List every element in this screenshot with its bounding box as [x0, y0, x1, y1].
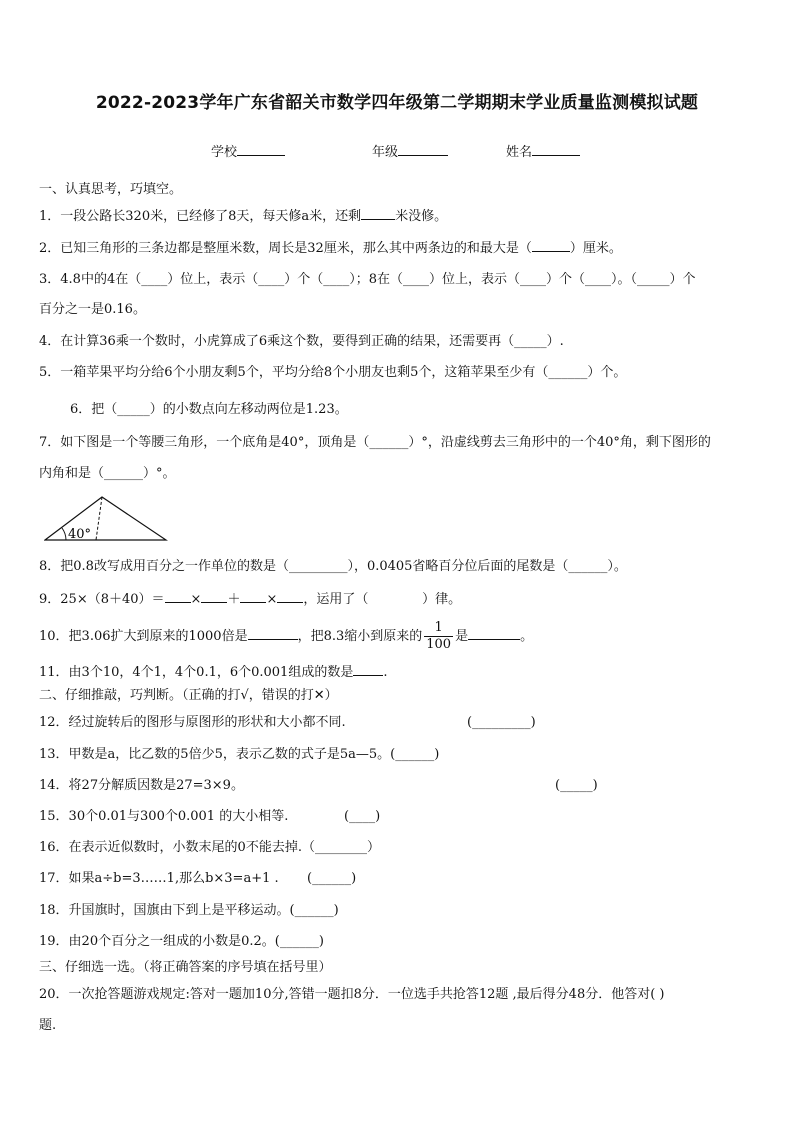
grade-label: 年级 [372, 145, 399, 160]
question-9: 9．25×（8＋40）＝ × ＋ × ，运用了（ ）律。 [39, 592, 462, 607]
question-2: 2．已知三角形的三条边都是整厘米数，周长是32厘米，那么其中两条边的和最大是（ ）厘米。 [39, 241, 622, 256]
school-label: 学校 [211, 145, 238, 160]
question-1: 1．一段公路长320米，已经修了8天，每天修a米，还剩 米没修。 [39, 209, 448, 224]
cut-dashed-line [96, 497, 102, 540]
school-field [211, 141, 285, 160]
question-17: 17．如果a÷b=3……1,那么b×3=a+1 . (______) [39, 871, 357, 886]
answer-blank [532, 240, 570, 252]
angle-label: 40° [68, 527, 92, 542]
question-20-line-1: 20．一次抢答题游戏规定:答对一题加10分,答错一题扣8分．一位选手共抢答12题 ,最后得分48分．他答对( ) [39, 987, 665, 1002]
question-10: 10．把3.06扩大到原来的1000倍是 ，把8.3缩小到原来的 $\frac{1}{100}$ 是 。 [39, 620, 534, 652]
question-14: 14．将27分解质因数是27=3×9。 (_____) [39, 778, 598, 793]
question-11: 11．由3个10，4个1，4个0.1，6个0.001组成的数是 . [39, 665, 388, 680]
section-3-heading: 三、仔细选一选。（将正确答案的序号填在括号里） [39, 960, 332, 975]
name-label: 姓名 [506, 145, 533, 160]
question-13: 13．甲数是a，比乙数的5倍少5，表示乙数的式子是5a—5。(______) [39, 747, 440, 762]
question-19: 19．由20个百分之一组成的小数是0.2。(______) [39, 934, 324, 949]
triangle-outline [45, 497, 166, 540]
question-16: 16．在表示近似数时，小数末尾的0不能去掉.（________） [39, 840, 380, 855]
question-20-line-2: 题. [39, 1018, 57, 1033]
fraction-one-hundredth: $\frac{1}{100}$ [426, 620, 452, 652]
question-7-line-1: 7．如下图是一个等腰三角形，一个底角是40°，顶角是（______）°，沿虚线剪去三角形中的一个40°角，剩下图形的 [39, 435, 711, 450]
name-blank [532, 144, 580, 156]
question-18: 18．升国旗时，国旗由下到上是平移运动。(______) [39, 903, 339, 918]
answer-blank [361, 208, 395, 220]
question-8: 8．把0.8改写成用百分之一作单位的数是（_________），0.0405省略百分位后面的尾数是（______）。 [39, 559, 627, 574]
question-7-line-2: 内角和是（______）°。 [39, 466, 176, 481]
section-2-heading: 二、仔细推敲，巧判断。（正确的打√，错误的打✕） [39, 688, 338, 703]
question-3-line-2: 百分之一是0.16。 [39, 302, 146, 317]
angle-arc [62, 528, 66, 540]
question-4: 4．在计算36乘一个数时，小虎算成了6乘这个数，要得到正确的结果，还需要再（_____）. [39, 334, 564, 349]
question-6: 6．把（_____）的小数点向左移动两位是1.23。 [70, 402, 348, 417]
grade-field [372, 141, 448, 160]
question-5: 5．一箱苹果平均分给6个小朋友剩5个，平均分给8个小朋友也剩5个，这箱苹果至少有（______）个。 [39, 365, 627, 380]
grade-blank [398, 144, 448, 156]
question-15: 15．30个0.01与300个0.001 的大小相等. (____) [39, 809, 381, 824]
school-blank [237, 144, 285, 156]
name-field [506, 141, 580, 160]
section-1-heading: 一、认真思考，巧填空。 [39, 182, 183, 197]
question-3-line-1: 3．4.8中的4在（____）位上，表示（____）个（____）；8在（____）位上，表示（____）个（____）。（_____）个 [39, 272, 696, 287]
isosceles-triangle-figure [44, 494, 168, 542]
question-12: 12．经过旋转后的图形与原图形的形状和大小都不同. (_________) [39, 715, 536, 730]
page-title: 2022-2023学年广东省韶关市数学四年级第二学期期末学业质量监测模拟试题 [95, 93, 699, 113]
